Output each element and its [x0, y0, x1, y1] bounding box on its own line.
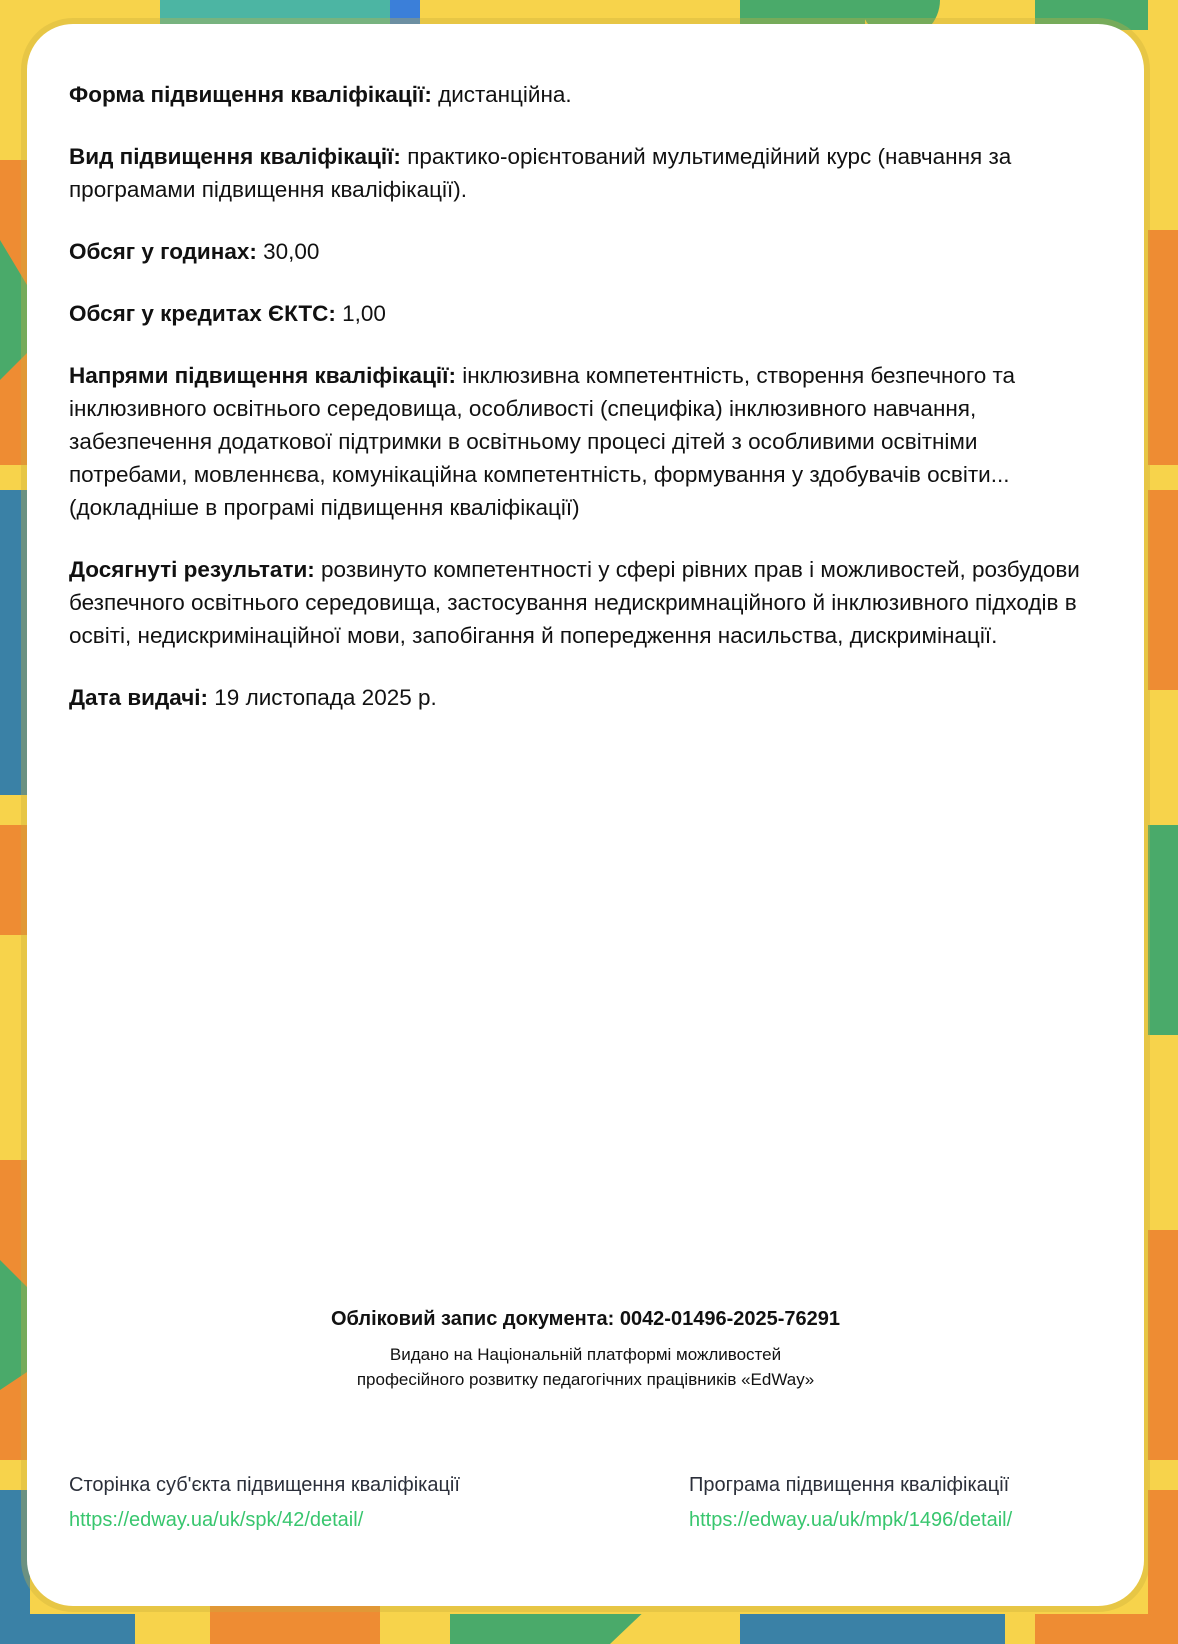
- document-record: Обліковий запис документа: 0042-01496-2025-76291: [330, 1308, 841, 1330]
- detail-label: Дата видачі:: [69, 685, 209, 710]
- border-tile: [0, 825, 30, 935]
- provider-page-title: Сторінка суб'єкта підвищення кваліфікації: [69, 1474, 460, 1496]
- border-tile: [1148, 490, 1178, 690]
- detail-form: [69, 78, 1099, 111]
- border-tile: [0, 1614, 135, 1644]
- detail-directions: [69, 359, 1099, 524]
- detail-label: Напрями підвищення кваліфікації:: [69, 363, 456, 388]
- border-tile: [0, 935, 30, 1135]
- detail-value: розвинуто компетентності у сфері рівних прав і можливостей, розбудови безпечного освітнього середовища, застосування недискримнаційного й інклюзивного підходів в освіті, недискримінаційної мови, запобігання й попередження насильства, дискримінації.: [69, 557, 1080, 648]
- border-tile: [1148, 690, 1178, 795]
- detail-value: 19 листопада 2025 р.: [208, 685, 437, 710]
- border-tile: [210, 1606, 380, 1644]
- detail-issue-date: [69, 681, 1099, 714]
- issued-line-1: Видано на Національній платформі можливостей: [389, 1345, 782, 1364]
- detail-label: Обсяг у годинах:: [69, 239, 257, 264]
- detail-type: [69, 140, 1099, 206]
- detail-label: Вид підвищення кваліфікації:: [69, 144, 401, 169]
- detail-label: Обсяг у кредитах ЄКТС:: [69, 301, 336, 326]
- border-tile: [0, 490, 30, 795]
- border-tile: [740, 1614, 1005, 1644]
- detail-hours: [69, 235, 1099, 268]
- border-tile: [1148, 825, 1178, 1035]
- provider-page-link[interactable]: https://edway.ua/uk/spk/42/detail/: [69, 1509, 364, 1531]
- border-tile: [1148, 1230, 1178, 1460]
- program-link-block: [689, 1474, 1012, 1532]
- border-tile: [1035, 1614, 1178, 1644]
- detail-value: 1,00: [335, 301, 386, 326]
- provider-link-block: [69, 1474, 460, 1532]
- detail-value: дистанційна.: [431, 82, 572, 107]
- detail-value: практико-орієнтований мультимедійний курс (навчання за програмами підвищення кваліфікації).: [69, 144, 1012, 202]
- border-tile: [1148, 1160, 1178, 1230]
- border-tile: [1148, 1035, 1178, 1135]
- border-tile: [1148, 160, 1178, 230]
- detail-value: 30,00: [256, 239, 320, 264]
- detail-value: інклюзивна компетентність, створення безпечного та інклюзивного освітнього середовища, особливості (специфіка) інклюзивного навчання, забезпечення додаткової підтримки в освітньому процесі дітей з особливими освітніми потребами, мовленнєва, комунікаційна компетентність, формування у здобувачів освіти... (докладніше в програмі підвищення кваліфікації): [69, 363, 1016, 520]
- detail-results: [69, 553, 1099, 652]
- detail-credits: [69, 297, 1099, 330]
- program-link[interactable]: https://edway.ua/uk/mpk/1496/detail/: [689, 1509, 1013, 1531]
- issued-line-2: професійного розвитку педагогічних працівників «EdWay»: [356, 1370, 815, 1389]
- details-section: [69, 78, 1099, 743]
- detail-label: Досягнуті результати:: [69, 557, 315, 582]
- border-tile: [1148, 230, 1178, 465]
- issued-note: [27, 1342, 1144, 1392]
- program-title: Програма підвищення кваліфікації: [689, 1474, 1010, 1496]
- border-tile: [0, 0, 30, 135]
- detail-label: Форма підвищення кваліфікації:: [69, 82, 432, 107]
- border-tile: [1148, 0, 1178, 135]
